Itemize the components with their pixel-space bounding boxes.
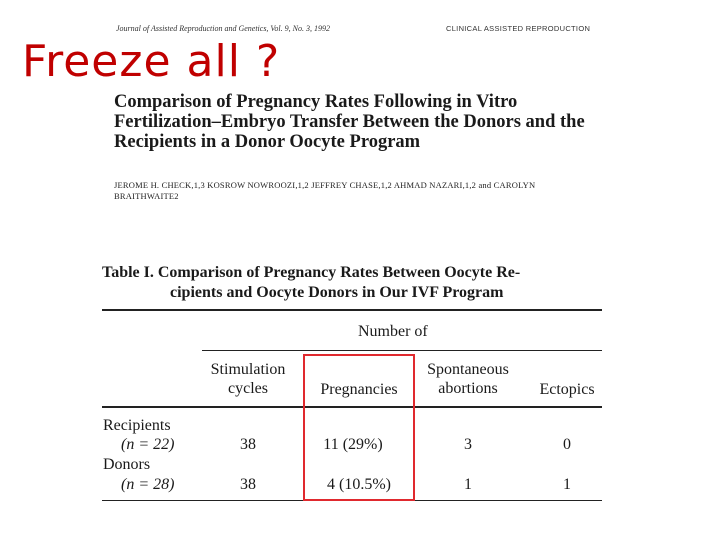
col-header-abortions-line-2: abortions: [438, 380, 498, 397]
col-header-stimulation-line-2: cycles: [228, 380, 268, 397]
table-top-rule: [102, 309, 602, 311]
article-authors: JEROME H. CHECK,1,3 KOSROW NOWROOZI,1,2 JEFFREY CHASE,1,2 AHMAD NAZARI,1,2 and CAROLYN BRAITHWAITE2: [114, 180, 536, 201]
group-header-rule: [202, 350, 602, 351]
journal-citation: Journal of Assisted Reproduction and Genetics, Vol. 9, No. 3, 1992: [116, 24, 330, 33]
row-label-donors: Donors: [103, 456, 151, 473]
col-header-abortions-line-1: Spontaneous: [427, 361, 509, 378]
col-header-pregnancies: Pregnancies: [320, 381, 398, 398]
cell-donors-stimulation: 38: [240, 476, 256, 493]
table-caption-line-2: cipients and Oocyte Donors in Our IVF Program: [170, 284, 504, 301]
cell-recipients-pregnancies: 11 (29%): [323, 436, 383, 453]
cell-donors-pregnancies: 4 (10.5%): [327, 476, 391, 493]
table-caption: [102, 263, 602, 303]
cell-recipients-stimulation: 38: [240, 436, 256, 453]
table-caption-line-1: Table I. Comparison of Pregnancy Rates Between Oocyte Re-: [102, 264, 521, 281]
article-title: Comparison of Pregnancy Rates Following in Vitro Fertilization–Embryo Transfer Between the Donors and the Recipients in a Donor Oocyte Program: [114, 92, 585, 152]
col-header-spontaneous-abortions: [415, 360, 521, 398]
cell-donors-abortions: 1: [464, 476, 472, 493]
cell-recipients-abortions: 3: [464, 436, 472, 453]
row-label-recipients: Recipients: [103, 417, 171, 434]
row-n-recipients: (n = 22): [121, 436, 175, 453]
slide-title: Freeze all ?: [22, 36, 281, 87]
cell-donors-ectopics: 1: [563, 476, 571, 493]
group-header-number-of: Number of: [358, 323, 428, 340]
row-n-donors: (n = 28): [121, 476, 175, 493]
col-header-stimulation-line-1: Stimulation: [210, 361, 286, 378]
col-header-ectopics: Ectopics: [539, 381, 595, 398]
col-header-stimulation: [200, 360, 296, 398]
pregnancies-highlight-box: [303, 354, 415, 501]
journal-section-label: CLINICAL ASSISTED REPRODUCTION: [446, 24, 591, 33]
cell-recipients-ectopics: 0: [563, 436, 571, 453]
